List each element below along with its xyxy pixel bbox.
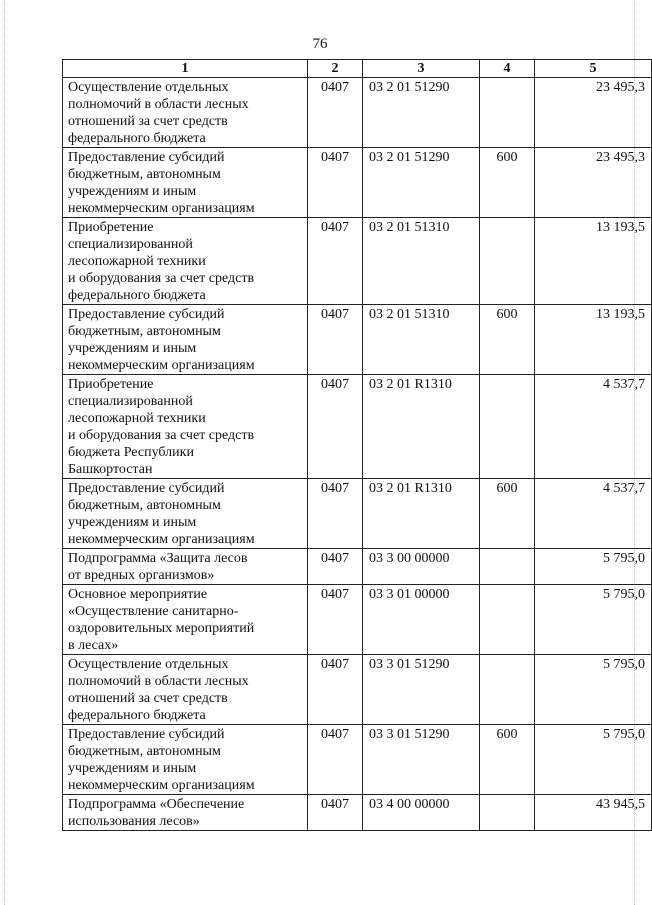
expense-type-cell [480,375,535,479]
budget-table [62,59,652,831]
row-name-line: федерального бюджета [68,131,206,146]
row-name-line: отношений за счет средств [68,114,228,129]
expense-type-cell [480,549,535,585]
expense-type-cell [480,218,535,305]
row-name-line: специализированной [68,237,193,252]
row-name-line: полномочий в области лесных [68,674,249,689]
expense-type-cell: 600 [480,305,535,375]
row-name-line: оздоровительных мероприятий [68,621,255,636]
row-name-line: бюджетным, автономным [68,167,221,182]
table-row [63,795,652,831]
row-name-line: от вредных организмов» [68,568,215,583]
row-name-line: некоммерческим организациям [68,358,255,373]
row-name-line: Предоставление субсидий [68,727,225,742]
row-name-line: бюджетным, автономным [68,744,221,759]
row-name-line: специализированной [68,394,193,409]
table-row [63,78,652,148]
row-name-line: лесопожарной техники [68,254,206,269]
section-code-cell: 0407 [308,148,363,218]
section-code-cell: 0407 [308,549,363,585]
amount-cell: 5 795,0 [535,655,652,725]
amount-cell: 5 795,0 [535,585,652,655]
amount-cell: 43 945,5 [535,795,652,831]
row-name-line: «Осуществление санитарно- [68,604,239,619]
row-name-line: некоммерческим организациям [68,201,255,216]
row-name-line: федерального бюджета [68,288,206,303]
row-name-line: в лесах» [68,638,119,653]
section-code-cell: 0407 [308,479,363,549]
row-name-line: учреждениям и иным [68,761,197,776]
expense-type-cell [480,655,535,725]
amount-cell: 23 495,3 [535,148,652,218]
target-code-cell: 03 3 01 51290 [363,655,480,725]
header-col-5: 5 [535,60,652,78]
row-name-line: учреждениям и иным [68,515,197,530]
target-code-cell: 03 2 01 51290 [363,78,480,148]
table-row [63,585,652,655]
amount-cell: 4 537,7 [535,479,652,549]
table-row [63,725,652,795]
row-name-line: Предоставление субсидий [68,481,225,496]
table-row [63,655,652,725]
amount-cell: 13 193,5 [535,218,652,305]
table-row [63,305,652,375]
target-code-cell: 03 2 01 R1310 [363,479,480,549]
table-row [63,375,652,479]
page-number: 76 [312,36,328,52]
row-name-line: учреждениям и иным [68,341,197,356]
row-name-line: и оборудования за счет средств [68,428,255,443]
row-name-line: некоммерческим организациям [68,532,255,547]
table-row [63,479,652,549]
row-name-line: Подпрограмма «Обеспечение [68,797,245,812]
row-name-line: и оборудования за счет средств [68,271,255,286]
target-code-cell: 03 3 01 00000 [363,585,480,655]
section-code-cell: 0407 [308,375,363,479]
row-name-cell [63,218,308,305]
scan-edge-left [4,0,6,905]
row-name-line: бюджетным, автономным [68,498,221,513]
row-name-line: Подпрограмма «Защита лесов [68,551,248,566]
target-code-cell: 03 3 01 51290 [363,725,480,795]
header-col-2: 2 [308,60,363,78]
table-body [63,78,652,831]
row-name-line: Башкортостан [68,462,153,477]
amount-cell: 5 795,0 [535,725,652,795]
row-name-line: Основное мероприятие [68,587,208,602]
row-name-line: Приобретение [68,377,154,392]
target-code-cell: 03 2 01 R1310 [363,375,480,479]
row-name-cell [63,305,308,375]
expense-type-cell: 600 [480,725,535,795]
expense-type-cell: 600 [480,479,535,549]
row-name-line: использования лесов» [68,814,200,829]
header-col-1: 1 [63,60,308,78]
row-name-cell [63,148,308,218]
target-code-cell: 03 2 01 51310 [363,218,480,305]
row-name-line: бюджетным, автономным [68,324,221,339]
table-row [63,218,652,305]
row-name-line: бюджета Республики [68,445,194,460]
target-code-cell: 03 2 01 51310 [363,305,480,375]
table-row [63,549,652,585]
section-code-cell: 0407 [308,305,363,375]
row-name-line: Осуществление отдельных [68,657,229,672]
row-name-line: Приобретение [68,220,154,235]
row-name-cell [63,585,308,655]
amount-cell: 5 795,0 [535,549,652,585]
expense-type-cell [480,795,535,831]
target-code-cell: 03 2 01 51290 [363,148,480,218]
row-name-cell [63,479,308,549]
section-code-cell: 0407 [308,795,363,831]
row-name-line: Осуществление отдельных [68,80,229,95]
row-name-line: отношений за счет средств [68,691,228,706]
table-header-row [63,60,652,78]
section-code-cell: 0407 [308,655,363,725]
row-name-line: федерального бюджета [68,708,206,723]
row-name-cell [63,549,308,585]
row-name-cell [63,78,308,148]
row-name-line: Предоставление субсидий [68,307,225,322]
header-col-3: 3 [363,60,480,78]
row-name-line: учреждениям и иным [68,184,197,199]
target-code-cell: 03 4 00 00000 [363,795,480,831]
target-code-cell: 03 3 00 00000 [363,549,480,585]
section-code-cell: 0407 [308,585,363,655]
section-code-cell: 0407 [308,725,363,795]
section-code-cell: 0407 [308,78,363,148]
expense-type-cell [480,585,535,655]
row-name-line: некоммерческим организациям [68,778,255,793]
row-name-cell [63,375,308,479]
row-name-cell [63,795,308,831]
row-name-line: полномочий в области лесных [68,97,249,112]
row-name-cell [63,725,308,795]
header-col-4: 4 [480,60,535,78]
expense-type-cell: 600 [480,148,535,218]
amount-cell: 4 537,7 [535,375,652,479]
section-code-cell: 0407 [308,218,363,305]
amount-cell: 13 193,5 [535,305,652,375]
row-name-line: Предоставление субсидий [68,150,225,165]
row-name-line: лесопожарной техники [68,411,206,426]
expense-type-cell [480,78,535,148]
amount-cell: 23 495,3 [535,78,652,148]
row-name-cell [63,655,308,725]
table-row [63,148,652,218]
